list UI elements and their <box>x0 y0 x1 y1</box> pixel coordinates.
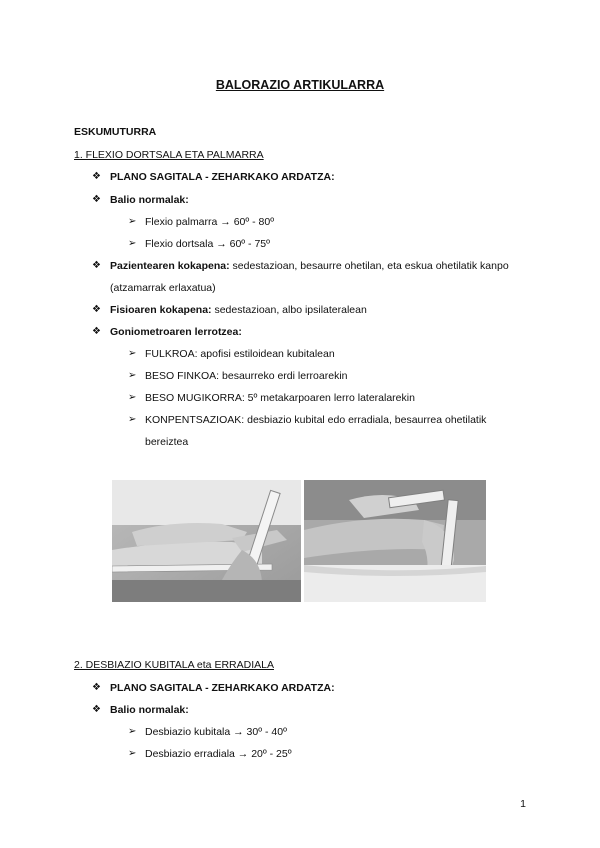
physio-position-text: sedestazioan, albo ipsilateralean <box>211 304 367 316</box>
diamond-bullet-icon: ❖ <box>92 194 101 205</box>
patient-position-cont: (atzamarrak erlaxatua) <box>110 282 216 294</box>
normal-values-label: Balio normalak: <box>110 704 189 716</box>
page-number: 1 <box>520 798 526 810</box>
arrow-bullet-icon: ➢ <box>128 414 137 425</box>
patient-position-text: sedestazioan, besaurre ohetilan, eta eskua ohetilatik kanpo <box>229 260 509 272</box>
normal-value-item: Flexio palmarra → 60º - 80º <box>145 216 275 228</box>
section-heading: ESKUMUTURRA <box>74 126 157 138</box>
photo-wrist-flexion-left <box>112 480 301 602</box>
arrow-bullet-icon: ➢ <box>128 748 137 759</box>
goniometer-item: FULKROA: apofisi estiloidean kubitalean <box>145 348 335 360</box>
normal-value-item: Desbiazio kubitala → 30º - 40º <box>145 726 287 738</box>
page-title: BALORAZIO ARTIKULARRA <box>215 78 385 92</box>
plane-axis-label: PLANO SAGITALA - ZEHARKAKO ARDATZA: <box>110 682 335 694</box>
goniometer-item: BESO MUGIKORRA: 5º metakarpoaren lerro lateralarekin <box>145 392 415 404</box>
normal-value-item: Flexio dortsala → 60º - 75º <box>145 238 270 250</box>
arrow-bullet-icon: ➢ <box>128 392 137 403</box>
physio-position <box>110 304 367 316</box>
wrist-flexion-photo-left <box>112 480 301 602</box>
diamond-bullet-icon: ❖ <box>92 260 101 271</box>
arrow-bullet-icon: ➢ <box>128 348 137 359</box>
subsection-heading-1: 1. FLEXIO DORTSALA ETA PALMARRA <box>74 149 264 161</box>
arrow-bullet-icon: ➢ <box>128 370 137 381</box>
diamond-bullet-icon: ❖ <box>92 304 101 315</box>
diamond-bullet-icon: ❖ <box>92 704 101 715</box>
goniometer-item-cont: bereiztea <box>145 436 189 448</box>
diamond-bullet-icon: ❖ <box>92 171 101 182</box>
goniometer-label: Goniometroaren lerrotzea: <box>110 326 242 338</box>
plane-axis-label: PLANO SAGITALA - ZEHARKAKO ARDATZA: <box>110 171 335 183</box>
patient-position-label: Pazientearen kokapena: <box>110 260 230 272</box>
goniometer-item: BESO FINKOA: besaurreko erdi lerroarekin <box>145 370 348 382</box>
photo-wrist-flexion-right <box>304 480 486 602</box>
wrist-flexion-photo-right <box>304 480 486 602</box>
physio-position-label: Fisioaren kokapena: <box>110 304 212 316</box>
diamond-bullet-icon: ❖ <box>92 682 101 693</box>
normal-values-label: Balio normalak: <box>110 194 189 206</box>
diamond-bullet-icon: ❖ <box>92 326 101 337</box>
goniometer-item: KONPENTSAZIOAK: desbiazio kubital edo erradiala, besaurrea ohetilatik <box>145 414 487 426</box>
arrow-bullet-icon: ➢ <box>128 216 137 227</box>
normal-value-item: Desbiazio erradiala → 20º - 25º <box>145 748 292 760</box>
patient-position <box>110 260 509 272</box>
arrow-bullet-icon: ➢ <box>128 238 137 249</box>
arrow-bullet-icon: ➢ <box>128 726 137 737</box>
subsection-heading-2: 2. DESBIAZIO KUBITALA eta ERRADIALA <box>74 659 274 671</box>
